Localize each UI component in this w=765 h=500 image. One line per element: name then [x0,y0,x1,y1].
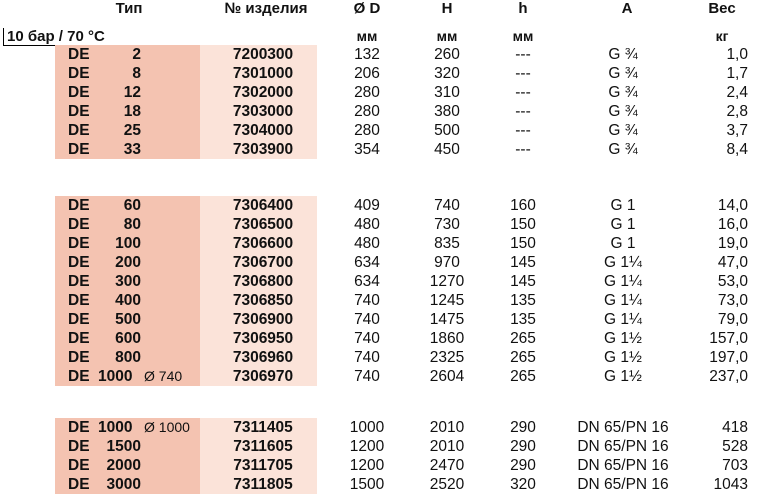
type-prefix: DE [68,457,90,474]
diameter-value: 740 [354,330,380,347]
type-prefix: DE [68,141,90,158]
weight-value: 1,0 [726,46,748,63]
article-number: 7311705 [233,457,293,474]
table-row [0,437,765,456]
h-value: 145 [510,254,536,271]
connection-value: DN 65/PN 16 [577,438,669,455]
weight-value: 703 [722,457,748,474]
type-size: 800 [115,349,141,366]
article-number: 7200300 [232,46,294,63]
h-value: --- [515,141,531,158]
connection-value: G 1¼ [604,292,642,309]
h-value: 265 [510,368,536,385]
height-value: 2520 [429,476,465,493]
height-value: 1270 [429,273,465,290]
h-value: 150 [510,235,536,252]
article-number: 7306600 [232,235,294,252]
diameter-value: 206 [354,65,380,82]
diameter-value: 480 [354,216,380,233]
weight-value: 3,7 [726,122,748,139]
diameter-value: 132 [354,46,380,63]
connection-value: G 1 [610,216,636,233]
weight-value: 2,4 [726,84,748,101]
article-number: 7306500 [232,216,294,233]
article-number: 7306850 [232,292,294,309]
h-value: 265 [510,330,536,347]
table-row [0,102,765,121]
type-size: 33 [123,141,141,158]
diameter-value: 740 [354,311,380,328]
height-value: 970 [434,254,460,271]
type-prefix: DE [68,216,90,233]
connection-value: G 1¼ [604,311,642,328]
connection-value: G 1½ [604,349,642,366]
article-number: 7306900 [232,311,294,328]
connection-value: G 1 [610,235,636,252]
diameter-value: 280 [354,122,380,139]
weight-value: 528 [722,438,748,455]
height-value: 320 [434,65,460,82]
col-header-article: № изделия [224,0,308,17]
diameter-value: 634 [354,273,380,290]
type-size: 60 [123,197,141,214]
h-value: --- [515,122,531,139]
article-number: 7306970 [232,368,294,385]
connection-value: DN 65/PN 16 [577,476,669,493]
type-prefix: DE [68,197,90,214]
weight-value: 1043 [713,476,748,493]
type-size: 500 [115,311,141,328]
type-prefix: DE [68,46,90,63]
article-number: 7303000 [232,103,294,120]
height-value: 1245 [429,292,465,309]
diameter-value: 480 [354,235,380,252]
h-value: 265 [510,349,536,366]
unit-weight: кг [715,28,729,44]
type-size: 25 [123,122,141,139]
diameter-value: 409 [354,197,380,214]
diameter-value: 1200 [349,457,385,474]
table-row [0,310,765,329]
table-row [0,367,765,386]
article-number: 7306400 [232,197,294,214]
weight-value: 53,0 [717,273,748,290]
table-row [0,418,765,437]
weight-value: 1,7 [726,65,748,82]
table-row [0,140,765,159]
h-value: --- [515,46,531,63]
table-row [0,329,765,348]
connection-value: G ¾ [608,46,638,63]
connection-value: G 1 [610,197,636,214]
height-value: 500 [434,122,460,139]
height-value: 2010 [429,438,465,455]
weight-value: 19,0 [717,235,748,252]
table-row [0,475,765,494]
h-value: 135 [510,292,536,309]
diameter-value: 1500 [349,476,385,493]
height-value: 2010 [429,419,465,436]
diameter-value: 740 [354,368,380,385]
diameter-value: 1200 [349,438,385,455]
type-size: 600 [115,330,141,347]
type-size: 300 [115,273,141,290]
height-value: 260 [434,46,460,63]
height-value: 740 [434,197,460,214]
type-size: 3000 [106,476,141,493]
unit-diameter: мм [356,28,378,44]
type-prefix: DE [68,292,90,309]
table-row [0,64,765,83]
type-prefix: DE [68,254,90,271]
table-row [0,456,765,475]
article-number: 7303900 [232,141,294,158]
type-prefix: DE [68,235,90,252]
unit-h: мм [512,28,534,44]
article-number: 7304000 [232,122,294,139]
connection-value: G ¾ [608,122,638,139]
type-size: 400 [115,292,141,309]
type-prefix: DE [68,419,90,436]
diameter-value: 354 [354,141,380,158]
col-header-connection: A [621,0,633,17]
table-row [0,196,765,215]
table-row [0,272,765,291]
article-number: 7306800 [232,273,294,290]
h-value: 290 [510,419,536,436]
connection-value: G ¾ [608,141,638,158]
weight-value: 79,0 [717,311,748,328]
height-value: 310 [434,84,460,101]
weight-value: 237,0 [709,368,748,385]
height-value: 1475 [429,311,465,328]
unit-height: мм [436,28,458,44]
h-value: 290 [510,457,536,474]
diameter-value: 1000 [349,419,385,436]
weight-value: 197,0 [709,349,748,366]
weight-value: 73,0 [717,292,748,309]
weight-value: 157,0 [709,330,748,347]
h-value: --- [515,103,531,120]
article-number: 7311405 [233,419,293,436]
connection-value: G ¾ [608,103,638,120]
article-number: 7302000 [232,84,294,101]
type-size: 1000 [98,368,133,385]
weight-value: 14,0 [717,197,748,214]
h-value: --- [515,65,531,82]
height-value: 835 [434,235,460,252]
h-value: 160 [510,197,536,214]
table-row [0,253,765,272]
connection-value: DN 65/PN 16 [577,457,669,474]
weight-value: 16,0 [717,216,748,233]
type-prefix: DE [68,330,90,347]
article-number: 7311805 [233,476,293,493]
table-row [0,291,765,310]
connection-value: G 1½ [604,368,642,385]
height-value: 380 [434,103,460,120]
table-row [0,45,765,64]
article-number: 7306960 [232,349,294,366]
height-value: 2325 [429,349,465,366]
type-size: 80 [123,216,141,233]
diameter-value: 634 [354,254,380,271]
h-value: 290 [510,438,536,455]
diameter-value: 740 [354,292,380,309]
type-prefix: DE [68,349,90,366]
height-value: 2604 [429,368,465,385]
type-prefix: DE [68,65,90,82]
h-value: 150 [510,216,536,233]
article-number: 7306700 [232,254,294,271]
type-size: 1000 [98,419,133,436]
type-size: 8 [132,65,141,82]
type-note: Ø 740 [144,368,183,384]
table-row [0,215,765,234]
article-number: 7301000 [232,65,294,82]
type-prefix: DE [68,476,90,493]
connection-value: G ¾ [608,84,638,101]
type-prefix: DE [68,103,90,120]
height-value: 2470 [429,457,465,474]
h-value: 135 [510,311,536,328]
col-header-height: H [441,0,453,17]
h-value: 145 [510,273,536,290]
weight-value: 8,4 [726,141,748,158]
connection-value: G 1¼ [604,254,642,271]
height-value: 730 [434,216,460,233]
diameter-value: 280 [354,103,380,120]
weight-value: 47,0 [717,254,748,271]
type-prefix: DE [68,438,90,455]
col-header-type: Тип [115,0,143,17]
type-size: 100 [115,235,141,252]
type-size: 200 [115,254,141,271]
type-note: Ø 1000 [144,419,190,435]
table-row [0,234,765,253]
table-row [0,121,765,140]
diameter-value: 280 [354,84,380,101]
type-size: 2 [132,46,141,63]
type-size: 2000 [106,457,141,474]
type-prefix: DE [68,273,90,290]
height-value: 1860 [429,330,465,347]
col-header-weight: Вес [708,0,736,17]
table-row [0,83,765,102]
connection-value: G 1½ [604,330,642,347]
type-prefix: DE [68,84,90,101]
connection-value: G ¾ [608,65,638,82]
type-prefix: DE [68,122,90,139]
type-size: 1500 [106,438,141,455]
h-value: 320 [510,476,536,493]
type-prefix: DE [68,368,90,385]
connection-value: G 1¼ [604,273,642,290]
weight-value: 2,8 [726,103,748,120]
table-row [0,348,765,367]
h-value: --- [515,84,531,101]
weight-value: 418 [722,419,748,436]
article-number: 7311605 [233,438,293,455]
pressure-temperature-label: 10 бар / 70 °C [3,28,145,46]
connection-value: DN 65/PN 16 [577,419,669,436]
height-value: 450 [434,141,460,158]
col-header-diameter: Ø D [353,0,381,17]
type-size: 18 [123,103,141,120]
type-prefix: DE [68,311,90,328]
col-header-h: h [518,0,528,17]
article-number: 7306950 [232,330,294,347]
diameter-value: 740 [354,349,380,366]
type-size: 12 [123,84,141,101]
